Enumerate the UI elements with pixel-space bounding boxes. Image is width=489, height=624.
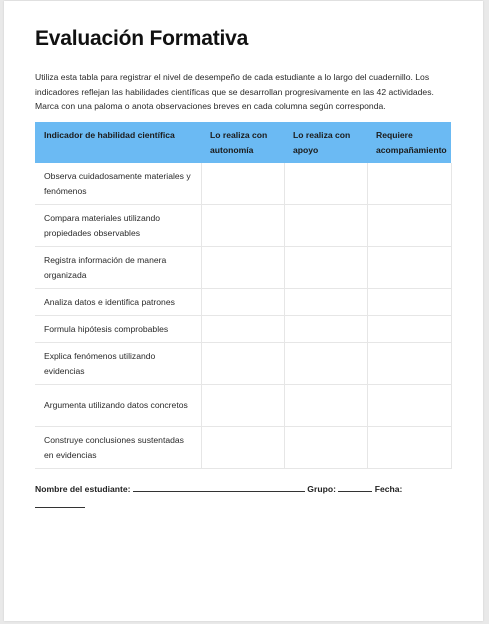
autonomy-cell[interactable] (201, 316, 284, 343)
accompaniment-cell[interactable] (367, 289, 451, 316)
date-field[interactable] (35, 498, 85, 508)
table-header-row (35, 122, 451, 163)
header-indicator: Indicador de habilidad científica (35, 122, 201, 163)
autonomy-cell[interactable] (201, 163, 284, 205)
indicator-cell: Construye conclusiones sustentadas en evidencias (35, 427, 201, 469)
autonomy-cell[interactable] (201, 205, 284, 247)
header-accompaniment: Requiere acompañamiento (367, 122, 451, 163)
table-row (35, 385, 451, 427)
table-row (35, 427, 451, 469)
header-autonomy: Lo realiza con autonomía (201, 122, 284, 163)
accompaniment-cell[interactable] (367, 163, 451, 205)
accompaniment-cell[interactable] (367, 247, 451, 289)
table-row (35, 205, 451, 247)
page-title: Evaluación Formativa (35, 27, 249, 50)
support-cell[interactable] (284, 289, 367, 316)
table-row (35, 163, 451, 205)
student-name-field[interactable] (133, 482, 305, 492)
indicator-cell: Explica fenómenos utilizando evidencias (35, 343, 201, 385)
table-row (35, 247, 451, 289)
table-row (35, 316, 451, 343)
autonomy-cell[interactable] (201, 247, 284, 289)
indicator-cell: Formula hipótesis comprobables (35, 316, 201, 343)
accompaniment-cell[interactable] (367, 385, 451, 427)
support-cell[interactable] (284, 163, 367, 205)
autonomy-cell[interactable] (201, 385, 284, 427)
indicator-cell: Observa cuidadosamente materiales y fenómenos (35, 163, 201, 205)
indicator-cell: Argumenta utilizando datos concretos (35, 385, 201, 427)
support-cell[interactable] (284, 247, 367, 289)
header-support: Lo realiza con apoyo (284, 122, 367, 163)
autonomy-cell[interactable] (201, 289, 284, 316)
group-label: Grupo: (307, 484, 336, 494)
student-info-footer (35, 481, 455, 513)
support-cell[interactable] (284, 385, 367, 427)
autonomy-cell[interactable] (201, 427, 284, 469)
table-row (35, 289, 451, 316)
student-name-label: Nombre del estudiante: (35, 484, 131, 494)
support-cell[interactable] (284, 427, 367, 469)
table-row (35, 343, 451, 385)
accompaniment-cell[interactable] (367, 343, 451, 385)
group-field[interactable] (338, 482, 372, 492)
autonomy-cell[interactable] (201, 343, 284, 385)
support-cell[interactable] (284, 316, 367, 343)
support-cell[interactable] (284, 343, 367, 385)
accompaniment-cell[interactable] (367, 205, 451, 247)
support-cell[interactable] (284, 205, 367, 247)
accompaniment-cell[interactable] (367, 427, 451, 469)
evaluation-table (35, 122, 452, 469)
indicator-cell: Compara materiales utilizando propiedades observables (35, 205, 201, 247)
date-label: Fecha: (374, 484, 403, 494)
indicator-cell: Analiza datos e identifica patrones (35, 289, 201, 316)
instructions-paragraph: Utiliza esta tabla para registrar el nivel de desempeño de cada estudiante a lo largo del cuadernillo. Los indicadores reflejan las habilidades científicas que se desarrollan progresivamente en las 42 actividades. Marca con una paloma o anota observaciones breves en cada columna según corresponda. (35, 72, 434, 111)
worksheet-page (4, 1, 483, 621)
accompaniment-cell[interactable] (367, 316, 451, 343)
indicator-cell: Registra información de manera organizada (35, 247, 201, 289)
